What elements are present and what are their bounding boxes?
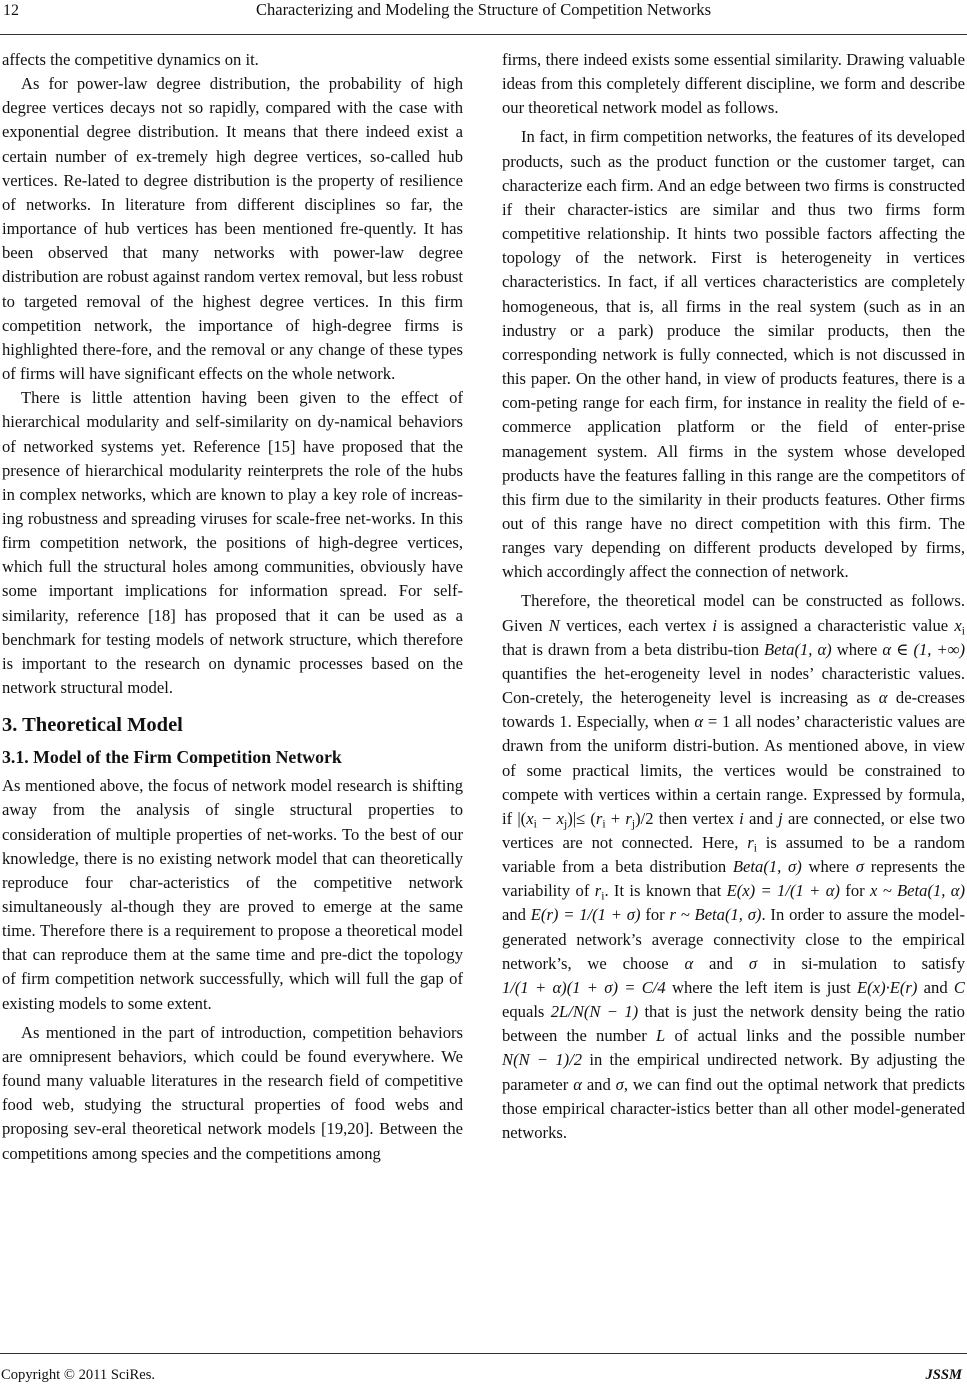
formula-x-beta: x ~ Beta(1, α)	[870, 881, 966, 901]
paragraph-hierarchical-modularity: There is little attention having been given to the effect of hierarchical modularity and self-similarity on dy-namical behaviors of networked systems yet. Reference [15] have proposed that the presence of hierarchical modularity reinterprets the role of the hubs in complex networks, which are known to play a key role of increas-ing robustness and spreading viruses for scale-free net-works. In this firm competition network, the positions of high-degree vertices, which full the structural holes among communities, obviously have some important implications for information spread. For self-similarity, reference [18] has proposed that it can be used as a benchmark for testing models of network structure, which therefore is important to the research on dynamic processes based on the network structural model.	[2, 388, 463, 698]
right-column	[502, 48, 965, 1145]
formula-possible-links: N(N − 1)/2	[502, 1050, 583, 1070]
symbol-alpha: α	[694, 712, 704, 732]
subsection-heading: 3.1. Model of the Firm Competition Network	[2, 747, 342, 768]
formula-expectation-r: E(r) = 1/(1 + σ)	[530, 905, 641, 925]
formula-alpha-range: α ∈ (1, +∞)	[882, 639, 966, 659]
page-header	[0, 0, 967, 40]
formula-satisfy: 1/(1 + α)(1 + σ) = C/4	[502, 977, 666, 997]
header-rule	[0, 34, 967, 35]
var-L: L	[656, 1026, 666, 1046]
symbol-sigma: σ	[855, 857, 864, 877]
formula-expectation-product: E(x)·E(r)	[857, 977, 918, 997]
page-footer	[0, 1345, 967, 1386]
paragraph-power-law: As for power-law degree distribution, the probability of high degree vertices decays not so rapidly, compared with the case with exponential degree distribution. It means that there indeed exist a certain number of ex-tremely high degree vertices, so-called hub vertices. Re-lated to degree distribution is the property of resilience of networks. In literature from different disciplines so far, the importance of hub vertices has been mentioned fre-quently. It has been observed that many networks with power-law degree distribution are robust against random vertex removal, but less robust to targeted removal of the highest degree vertices. In this firm competition network, the importance of high-degree firms is highlighted there-fore, and the removal or any change of these types of firms will have significant effects on the whole network.	[2, 74, 463, 384]
paragraph-model-motivation: As mentioned above, the focus of network model research is shifting away from the analysis of single structural properties to consideration of multiple properties of net-works. To the best of our knowledge, there is no existing network model that can theoretically reproduce four char-acteristics of the competitive network simultaneously al-though they are proved to emerge at the same time. Therefore there is a requirement to propose a theoretical model that can reproduce them at the same time and pre-dict the topology of firm competition network successfully, which will full the gap of existing models to some extent.	[2, 776, 463, 1013]
left-column	[2, 48, 463, 1166]
formula-density: 2L/N(N − 1)	[550, 1002, 639, 1022]
paragraph-food-web: As mentioned in the part of introduction, competition behaviors are omnipresent behaviors, which could be found everywhere. We found many valuable literatures in the research field of competitive food web, studying the structural properties of food webs and proposing sev-eral theoretical network models [19,20]. Between the competitions among species and the competitions among	[2, 1022, 463, 1163]
var-i: i	[712, 615, 718, 635]
formula-beta-alpha: Beta(1, α)	[764, 639, 832, 659]
var-N: N	[548, 615, 560, 635]
copyright: Copyright © 2011 SciRes.	[1, 1367, 156, 1383]
running-title: Characterizing and Modeling the Structure of Competition Networks	[255, 0, 711, 19]
var-x: x	[954, 615, 962, 635]
formula-beta-sigma: Beta(1, σ)	[732, 857, 802, 877]
footer-rule	[0, 1353, 967, 1354]
formula-expectation-x: E(x) = 1/(1 + α)	[726, 881, 840, 901]
var-C: C	[953, 977, 965, 997]
paragraph-continued-right: firms, there indeed exists some essential similarity. Drawing valuable ideas from this completely different discipline, we form and describe our theoretical network model as follows.	[502, 50, 965, 118]
paragraph-model-construction: Therefore, the theoretical model can be constructed as follows. Given N vertices, each vertex i is assigned a characteristic value $x_i$ that is drawn from a beta distribu-tion Beta(1, α) where α ∈ (1, +∞) quantifies the het-erogeneity level in nodes’ characteristic values. Con-cretely, the heterogeneity level is increasing as α de-creases towards 1. Especially, when α = 1 all nodes’ characteristic values are drawn from the uniform distri-bution. As mentioned above, in view of some practical limits, the vertices would be constrained to compete with vertices within a certain range. Expressed by formula, if $|(x_i - x_j)|\le (r_i + r_j)/2$ then vertex i and j are connected, or else two vertices are not connected. Here, $r_i$ is assumed to be a random variable from a beta distribution Beta(1, σ) where σ represents the variability of $r_i$. It is known that E(x) = 1/(1 + α) for x ~ Beta(1, α) and E(r) = 1/(1 + σ) for r ~ Beta(1, σ). In order to assure the model-generated network’s average connectivity close to the empirical network’s, we choose α and σ in si-mulation to satisfy 1/(1 + α)(1 + σ) = C/4 where the left item is just E(x)·E(r) and C equals 2L/N(N − 1) that is just the network density being the ratio between the number L of actual links and the possible number N(N − 1)/2 in the empirical undirected network. By adjusting the parameter α and σ, we can find out the optimal network that predicts those empirical character-istics better than all other model-generated networks.	[502, 591, 966, 1142]
formula-r-beta: r ~ Beta(1, σ)	[669, 905, 762, 925]
paragraph-product-features: In fact, in firm competition networks, the features of its developed products, such as the product function or the customer target, can characterize each firm. And an edge between two firms is constructed if their character-istics are similar and thus two firms form competitive relationship. It hints two possible factors affecting the topology of the network. First is heterogeneity in vertices characteristics. In fact, if all vertices characteristics are completely homogeneous, that is, all firms in the real system (such as in an industry or a park) produce the similar products, then the corresponding network is fully connected, which is not discussed in this paper. On the other hand, in view of products features, there is a com-peting range for each firm, for instance in reality the field of e-commerce application platform or the field of enter-prise management system. All firms in the system whose developed products have the features falling in this range are the competitors of this firm due to the similarity in their products features. Other firms out of this range have no direct competition with this firm. The ranges vary depending on different products developed by firms, which accordingly affect the connection of network.	[502, 127, 965, 582]
paragraph-continued: affects the competitive dynamics on it.	[2, 50, 259, 69]
page-number: 12	[3, 2, 19, 19]
journal-name: JSSM	[925, 1367, 962, 1383]
section-heading: 3. Theoretical Model	[2, 714, 183, 737]
symbol-alpha: α	[878, 688, 888, 708]
